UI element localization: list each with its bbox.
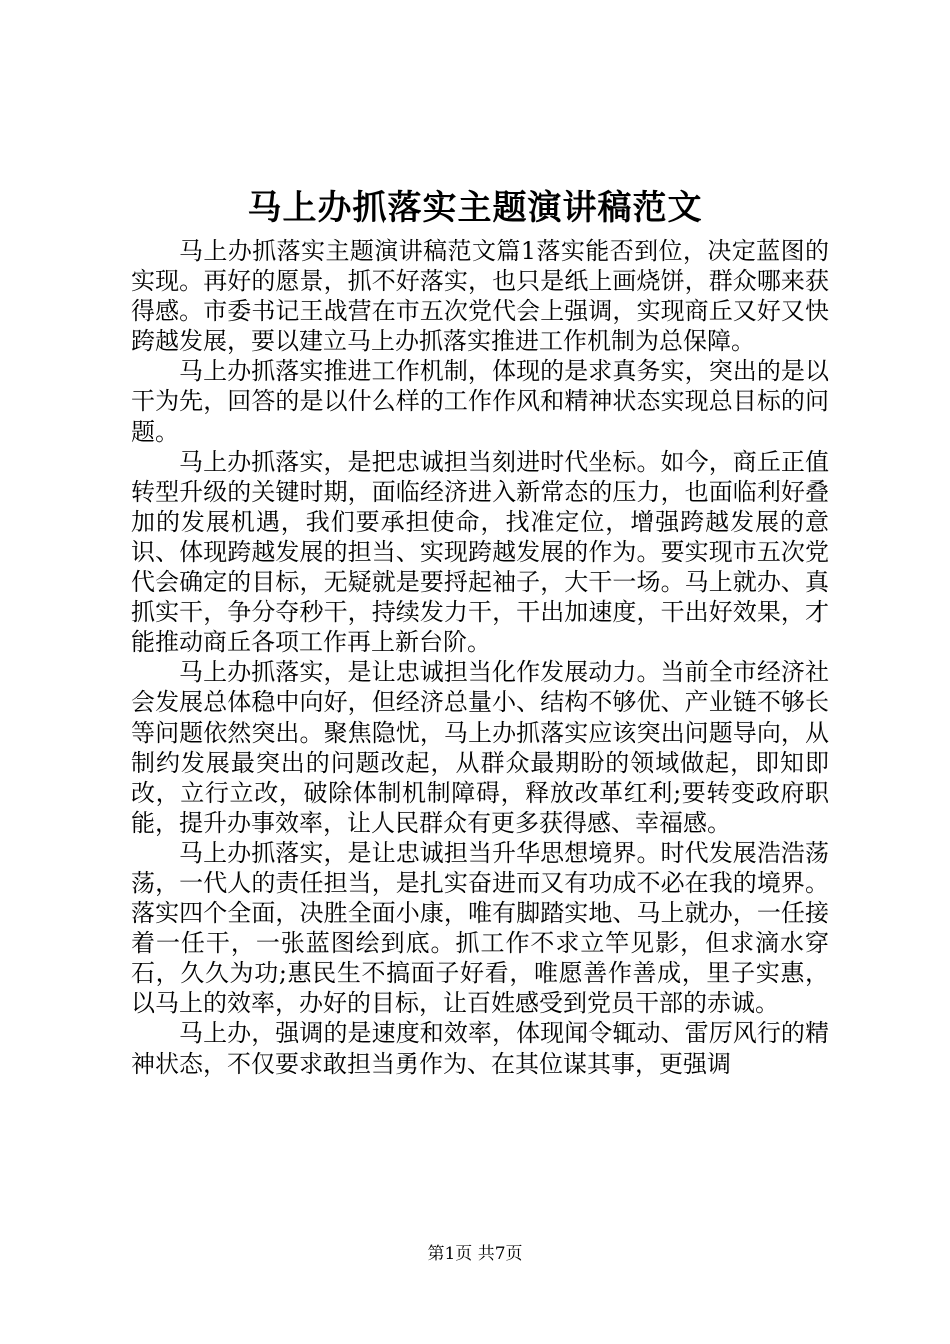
document-body bbox=[131, 236, 829, 1079]
page-footer: 第1页 共7页 bbox=[427, 1244, 523, 1264]
document-title: 马上办抓落实主题演讲稿范文 bbox=[247, 188, 703, 228]
paragraph: 马上办抓落实主题演讲稿范文篇1落实能否到位，决定蓝图的实现。再好的愿景，抓不好落实，也只是纸上画烧饼，群众哪来获得感。市委书记王战营在市五次党代会上强调，实现商丘又好又快跨越发展，要以建立马上办抓落实推进工作机制为总保障。 bbox=[131, 237, 829, 356]
paragraph: 马上办抓落实，是让忠诚担当化作发展动力。当前全市经济社会发展总体稳中向好，但经济总量小、结构不够优、产业链不够长等问题依然突出。聚焦隐忧，马上办抓落实应该突出问题导向，从制约发展最突出的问题改起，从群众最期盼的领域做起，即知即改，立行立改，破除体制机制障碍，释放改革红利;要转变政府职能，提升办事效率，让人民群众有更多获得感、幸福感。 bbox=[131, 658, 829, 837]
paragraph: 马上办抓落实，是让忠诚担当升华思想境界。时代发展浩浩荡荡，一代人的责任担当，是扎实奋进而又有功成不必在我的境界。落实四个全面，决胜全面小康，唯有脚踏实地、马上就办，一任接着一任干，一张蓝图绘到底。抓工作不求立竿见影，但求滴水穿石，久久为功;惠民生不搞面子好看，唯愿善作善成，里子实惠，以马上的效率，办好的目标，让百姓感受到党员干部的赤诚。 bbox=[131, 838, 829, 1018]
paragraph: 马上办，强调的是速度和效率，体现闻令辄动、雷厉风行的精神状态，不仅要求敢担当勇作为、在其位谋其事，更强调 bbox=[131, 1019, 829, 1078]
paragraph: 马上办抓落实推进工作机制，体现的是求真务实，突出的是以干为先，回答的是以什么样的工作作风和精神状态实现总目标的问题。 bbox=[131, 357, 829, 446]
paragraph: 马上办抓落实，是把忠诚担当刻进时代坐标。如今，商丘正值转型升级的关键时期，面临经济进入新常态的压力，也面临利好叠加的发展机遇，我们要承担使命，找准定位，增强跨越发展的意识、体现跨越发展的担当、实现跨越发展的作为。要实现市五次党代会确定的目标，无疑就是要捋起袖子，大干一场。马上就办、真抓实干，争分夺秒干，持续发力干，干出加速度，干出好效果，才能推动商丘各项工作再上新台阶。 bbox=[131, 447, 829, 657]
